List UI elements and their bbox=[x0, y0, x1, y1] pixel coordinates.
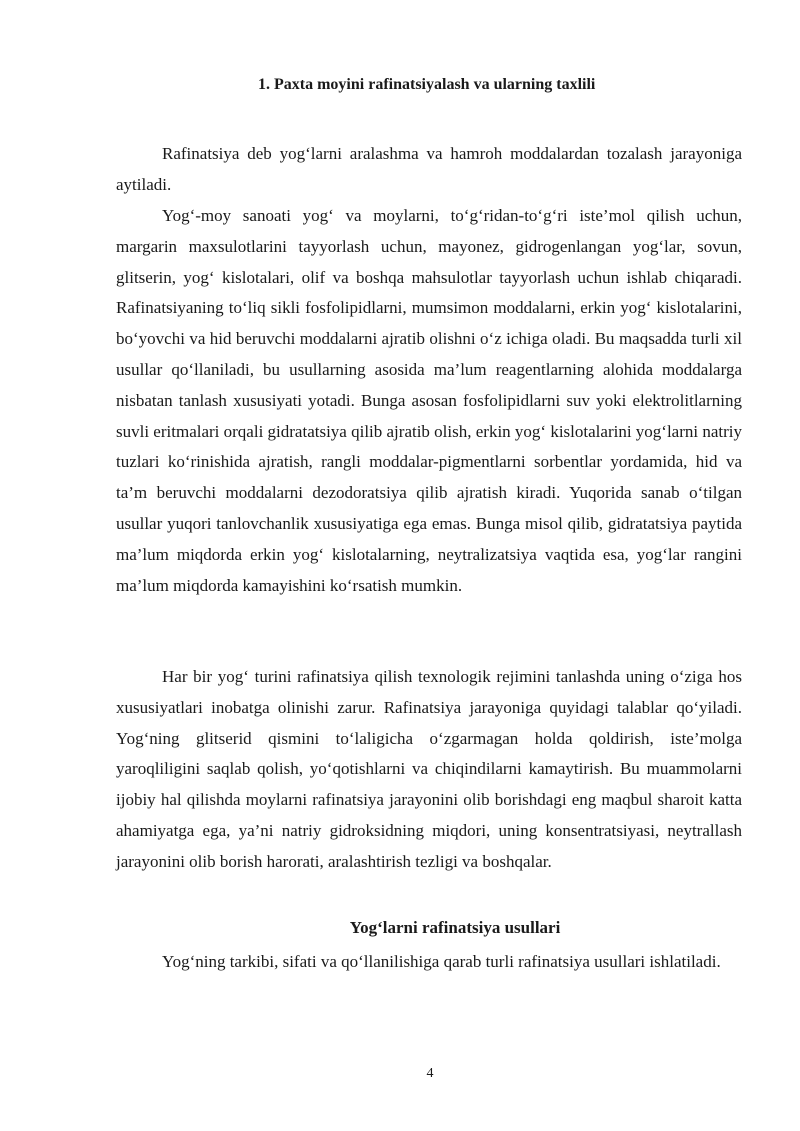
page-number: 4 bbox=[426, 1066, 434, 1081]
paragraph-industry: Yog‘-moy sanoati yog‘ va moylarni, to‘g‘ridan-to‘g‘ri iste’mol qilish uchun, margarin maxsulotlarini tayyorlash uchun, mayonez, gidrogenlangan yog‘lar, sovun, glitserin, yog‘ kislotalari, olif va boshqa mahsulotlar tayyorlash uchun ishlab chiqaradi. Rafinatsiyaning to‘liq sikli fosfolipidlarni, mumsimon moddalarni, erkin yog‘ kislotalarini, bo‘yovchi va hid beruvchi moddalarni ajratib olishni o‘z ichiga oladi. Bu maqsadda turli xil usullar qo‘llaniladi, bu usullarning asosida ma’lum reagentlarning alohida moddalarga nisbatan tanlash xususiyati yotadi. Bunga asosan fosfolipidlarni suv yoki elektrolitlarning suvli eritmalari orqali gidratatsiya qilib ajratib olish, erkin yog‘ kislotalarini yog‘larni natriy tuzlari ko‘rinishida ajratish, rangli moddalar-pigmentlarni sorbentlar yordamida, hid va ta’m beruvchi moddalarni dezodoratsiya qilib ajratish kiradi. Yuqorida sanab o‘tilgan usullar yuqori tanlovchanlik xususiyatiga ega emas. Bunga misol qilib, gidratatsiya paytida ma’lum miqdorda erkin yog‘ kislotalarning, neytralizatsiya vaqtida esa, yog‘lar rangini ma’lum miqdorda kamayishini ko‘rsatish mumkin. bbox=[116, 206, 743, 595]
paragraph-methods: Yog‘ning tarkibi, sifati va qo‘llanilishiga qarab turli rafinatsiya usullari ishlatiladi. bbox=[162, 952, 721, 971]
paragraph-definition: Rafinatsiya deb yog‘larni aralashma va hamroh moddalardan tozalash jarayoniga aytiladi. bbox=[116, 144, 742, 194]
section-title: 1. Paxta moyini rafinatsiyalash va ularning taxlili bbox=[258, 76, 596, 93]
paragraph-requirements: Har bir yog‘ turini rafinatsiya qilish texnologik rejimini tanlashda uning o‘ziga hos xususiyatlari inobatga olinishi zarur. Rafinatsiya jarayoniga quyidagi talablar qo‘yiladi. Yog‘ning glitserid qismini to‘laligicha o‘zgarmagan holda qoldirish, iste’molga yaroqliligini saqlab qolish, yo‘qotishlarni va chiqindilarni kamaytirish. Bu muammolarni ijobiy hal qilishda moylarni rafinatsiya jarayonini olib borishdagi eng maqbul sharoit katta ahamiyatga ega, ya’ni natriy gidroksidning miqdori, uning konsentratsiyasi, neytrallash jarayonini olib borish harorati, aralashtirish tezligi va boshqalar. bbox=[116, 667, 742, 871]
subsection-heading: Yog‘larni rafinatsiya usullari bbox=[349, 918, 561, 937]
